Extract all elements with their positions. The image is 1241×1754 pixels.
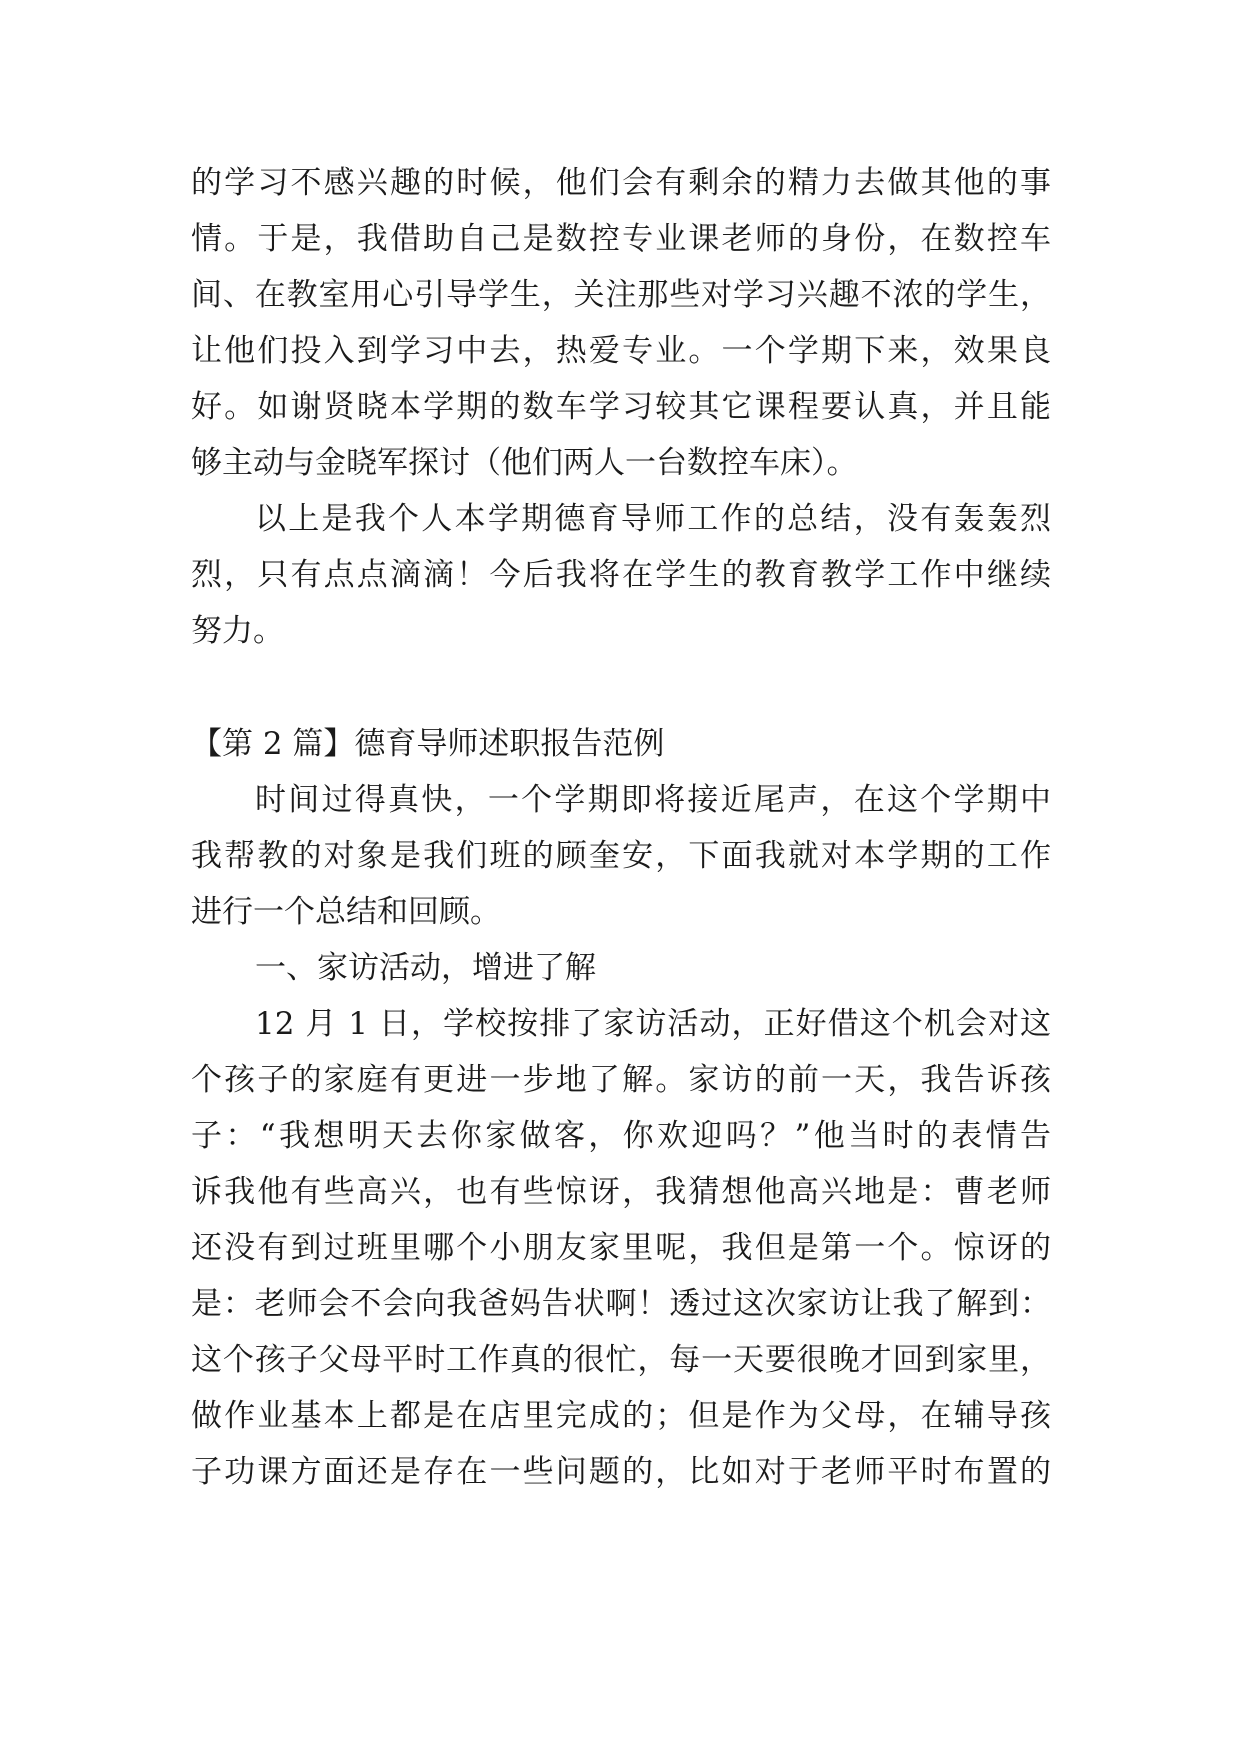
body-text-line: 烈，只有点点滴滴！今后我将在学生的教育教学工作中继续 (191, 557, 1051, 593)
body-text-line: 够主动与金晓军探讨（他们两人一台数控车床）。 (191, 445, 858, 481)
body-text-line: 努力。 (191, 613, 284, 649)
body-text-line: 情。于是，我借助自己是数控专业课老师的身份，在数控车 (191, 221, 1051, 257)
paragraph-first-line: 以上是我个人本学期德育导师工作的总结，没有轰轰烈 (255, 501, 1051, 537)
body-text-line: 好。如谢贤晓本学期的数车学习较其它课程要认真，并且能 (191, 389, 1051, 425)
body-text-line: 进行一个总结和回顾。 (191, 894, 501, 930)
body-text-line: 这个孩子父母平时工作真的很忙，每一天要很晚才回到家里， (191, 1342, 1051, 1378)
paragraph-first-line: 12 月 1 日，学校按排了家访活动，正好借这个机会对这 (255, 1006, 1051, 1042)
body-text-line: 让他们投入到学习中去，热爱专业。一个学期下来，效果良 (191, 333, 1051, 369)
body-text-line: 的学习不感兴趣的时候，他们会有剩余的精力去做其他的事 (191, 165, 1051, 201)
body-text-line: 间、在教室用心引导学生，关注那些对学习兴趣不浓的学生， (191, 277, 1051, 313)
body-text-line: 诉我他有些高兴，也有些惊讶，我猜想他高兴地是：曹老师 (191, 1174, 1051, 1210)
body-text-line: 做作业基本上都是在店里完成的；但是作为父母，在辅导孩 (191, 1398, 1051, 1434)
body-text-line: 子：“我想明天去你家做客，你欢迎吗？”他当时的表情告 (191, 1118, 1051, 1154)
body-text-line: 我帮教的对象是我们班的顾奎安，下面我就对本学期的工作 (191, 838, 1051, 874)
body-text-line: 还没有到过班里哪个小朋友家里呢，我但是第一个。惊讶的 (191, 1230, 1051, 1266)
paragraph-first-line: 时间过得真快，一个学期即将接近尾声，在这个学期中 (255, 782, 1051, 818)
subheading: 一、家访活动，增进了解 (255, 950, 596, 986)
body-text-line: 是：老师会不会向我爸妈告状啊！透过这次家访让我了解到： (191, 1286, 1051, 1322)
body-text-line: 子功课方面还是存在一些问题的，比如对于老师平时布置的 (191, 1454, 1051, 1490)
section-heading: 【第 2 篇】德育导师述职报告范例 (191, 726, 665, 762)
body-text-line: 个孩子的家庭有更进一步地了解。家访的前一天，我告诉孩 (191, 1062, 1051, 1098)
